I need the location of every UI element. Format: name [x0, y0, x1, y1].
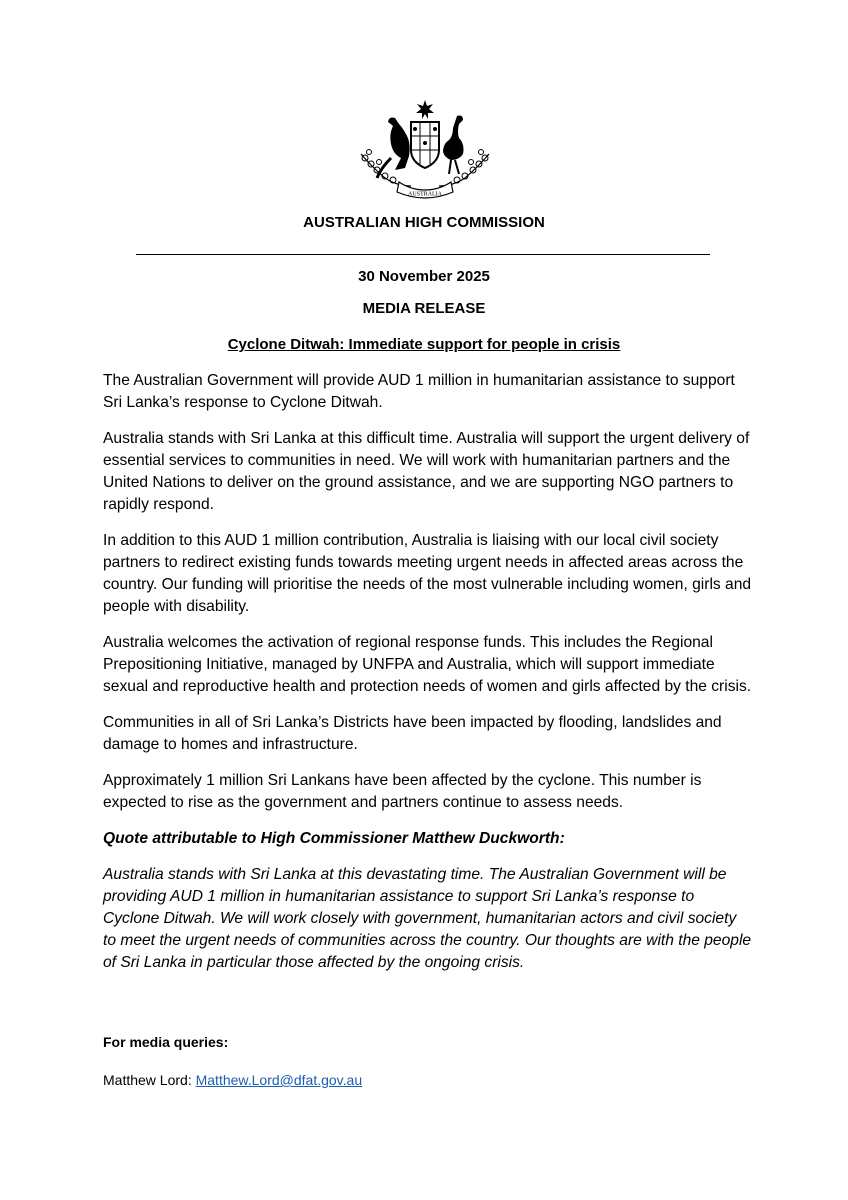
- crest-scroll-text: AUSTRALIA: [408, 191, 442, 198]
- quote-heading: Quote attributable to High Commissioner Matthew Duckworth:: [103, 830, 565, 847]
- body-paragraph: Australia stands with Sri Lanka at this difficult time. Australia will support the urgent delivery of essential services to communities in need. We will work with humanitarian partners and the United Nations to deliver on the ground assistance, and we are supporting NGO partners to rapidly respond.: [103, 430, 750, 513]
- contact-line: [103, 1070, 753, 1090]
- body-paragraph: The Australian Government will provide AUD 1 million in humanitarian assistance to support Sri Lanka’s response to Cyclone Ditwah.: [103, 372, 735, 411]
- release-date: 30 November 2025: [358, 268, 490, 285]
- media-contact: [103, 1032, 753, 1090]
- release-body: [103, 370, 753, 988]
- quote-text: Australia stands with Sri Lanka at this devastating time. The Australian Government will be providing AUD 1 million in humanitarian assistance to support Sri Lanka’s response to Cyclone Ditwah. We will work closely with government, humanitarian actors and civil society to meet the urgent needs of communities across the country. Our thoughts are with the people of Sri Lanka in particular those affected by the ongoing crisis.: [103, 866, 752, 971]
- body-paragraph: Approximately 1 million Sri Lankans have been affected by the cyclone. This number is expected to rise as the government and partners continue to assess needs.: [103, 772, 702, 811]
- release-headline: Cyclone Ditwah: Immediate support for people in crisis: [227, 336, 621, 353]
- header-divider: [136, 254, 710, 255]
- contact-heading: For media queries:: [103, 1034, 229, 1050]
- body-paragraph: Communities in all of Sri Lanka’s Districts have been impacted by flooding, landslides and damage to homes and infrastructure.: [103, 714, 722, 753]
- contact-email-link[interactable]: Matthew.Lord@dfat.gov.au: [195, 1072, 363, 1088]
- body-paragraph: Australia welcomes the activation of regional response funds. This includes the Regional Prepositioning Initiative, managed by UNFPA and Australia, which will support immediate sexual and reproductive health and protection needs of women and girls affected by the crisis.: [103, 634, 752, 695]
- agency-name: AUSTRALIAN HIGH COMMISSION: [303, 214, 545, 231]
- coat-of-arms-logo: [355, 98, 495, 200]
- contact-name: Matthew Lord:: [103, 1072, 196, 1088]
- release-type: MEDIA RELEASE: [362, 300, 486, 317]
- body-paragraph: In addition to this AUD 1 million contribution, Australia is liaising with our local civil society partners to redirect existing funds towards meeting urgent needs in affected areas across the country. Our funding will prioritise the needs of the most vulnerable including women, girls and people with disability.: [103, 532, 752, 615]
